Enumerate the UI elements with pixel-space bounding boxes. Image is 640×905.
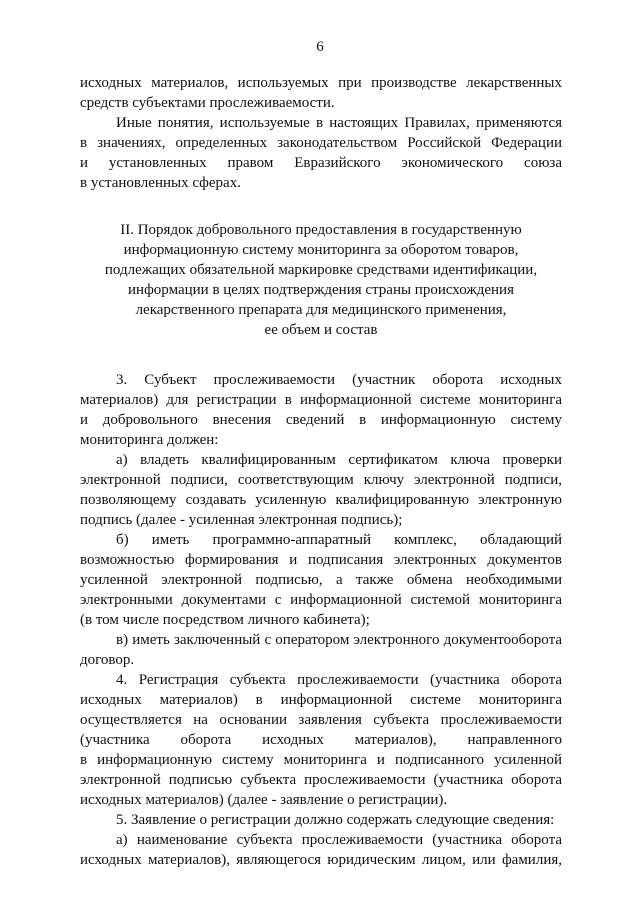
section-heading <box>80 220 562 340</box>
text-line: и установленных правом Евразийского экономического союза <box>80 155 562 171</box>
clause-3-b <box>80 530 562 630</box>
text-line: 3. Субъект прослеживаемости (участник оборота исходных <box>116 372 562 388</box>
clause-5 <box>80 810 562 830</box>
text-line: подпись (далее - усиленная электронная подпись); <box>80 512 403 528</box>
text-line: и добровольного внесения сведений в информационную систему <box>80 412 562 428</box>
text-line: средств субъектами прослеживаемости. <box>80 95 335 111</box>
heading-line: подлежащих обязательной маркировке средствами идентификации, <box>104 262 538 278</box>
text-line: договор. <box>80 652 135 668</box>
text-line: возможностью формирования и подписания электронных документов <box>80 552 562 568</box>
text-line: в информационную систему мониторинга и подписанного усиленной <box>80 752 562 768</box>
text-line: мониторинга должен: <box>80 432 219 448</box>
text-line: исходных материалов, используемых при производстве лекарственных <box>80 75 562 91</box>
text-line: в) иметь заключенный с оператором электронного документооборота <box>116 632 562 648</box>
text-line: (в том числе посредством личного кабинета); <box>80 612 370 628</box>
text-line: осуществляется на основании заявления субъекта прослеживаемости <box>80 712 562 728</box>
heading-line: информационную систему мониторинга за оборотом товаров, <box>123 242 519 258</box>
text-line: а) владеть квалифицированным сертификатом ключа проверки <box>116 452 562 468</box>
heading-line: информации в целях подтверждения страны происхождения <box>128 282 514 298</box>
text-line: электронными документами с информационной системой мониторинга <box>80 592 562 608</box>
heading-line: II. Порядок добровольного предоставления в государственную <box>120 222 522 238</box>
text-line: а) наименование субъекта прослеживаемости (участника оборота <box>116 832 562 848</box>
clause-5-a <box>80 830 562 870</box>
text-line: 4. Регистрация субъекта прослеживаемости (участника оборота <box>116 672 562 688</box>
clause-4 <box>80 670 562 810</box>
text-line: 5. Заявление о регистрации должно содержать следующие сведения: <box>116 812 555 828</box>
text-line: исходных материалов) в информационной системе мониторинга <box>80 692 562 708</box>
text-line: исходных материалов) (далее - заявление о регистрации). <box>80 792 448 808</box>
text-line: Иные понятия, используемые в настоящих Правилах, применяются <box>116 115 562 131</box>
intro-paragraph-2 <box>80 113 562 193</box>
text-line: б) иметь программно-аппаратный комплекс, обладающий <box>116 532 562 548</box>
intro-paragraph-1 <box>80 73 562 113</box>
text-line: в значениях, определенных законодательством Российской Федерации <box>80 135 562 151</box>
text-line: в установленных сферах. <box>80 175 241 191</box>
heading-line: ее объем и состав <box>264 322 378 338</box>
clause-3 <box>80 370 562 450</box>
text-line: электронной подписи, соответствующим ключу электронной подписи, <box>80 472 562 488</box>
clause-3-a <box>80 450 562 530</box>
page-number: 6 <box>316 39 324 55</box>
clause-3-c <box>80 630 562 670</box>
page-content <box>80 73 562 870</box>
text-line: усиленной электронной подписью, а также обмена необходимыми <box>80 572 562 588</box>
heading-line: лекарственного препарата для медицинского применения, <box>135 302 507 318</box>
text-line: исходных материалов), являющегося юридическим лицом, или фамилия, <box>80 852 562 868</box>
text-line: электронной подписью субъекта прослеживаемости (участника оборота <box>80 772 562 788</box>
text-line: материалов) для регистрации в информационной системе мониторинга <box>80 392 562 408</box>
text-line: (участника оборота исходных материалов), направленного <box>80 732 562 748</box>
text-line: позволяющему создавать усиленную квалифицированную электронную <box>80 492 562 508</box>
